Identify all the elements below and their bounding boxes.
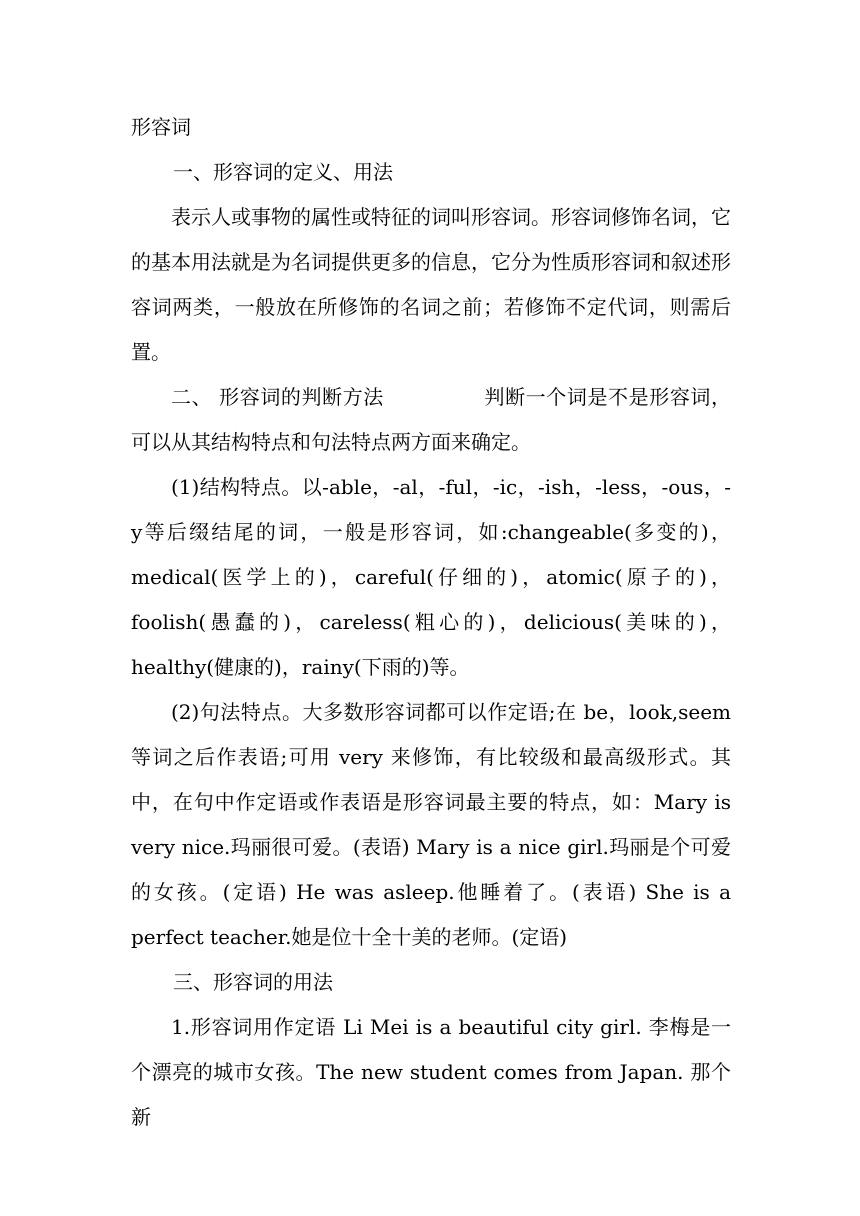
- section-heading-1: 一、形容词的定义、用法: [173, 160, 393, 184]
- paragraph-syntax: (2)句法特点。大多数形容词都可以作定语;在 be，look,seem等词之后作表语;可用 very 来修饰，有比较级和最高级形式。其中，在句中作定语或作表语是形容词最主要的特点，如：Mary is very nice.玛丽很可爱。(表语) Mary is a nice girl.玛丽是个可爱的女孩。(定语) He was asleep.他睡着了。(表语) She is a perfect teacher.她是位十全十美的老师。(定语): [131, 700, 731, 949]
- section-heading-2: 二、 形容词的判断方法: [171, 385, 384, 409]
- paragraph-judgement: [131, 375, 731, 465]
- document-title: 形容词: [131, 115, 191, 139]
- section-heading-3: 三、形容词的用法: [173, 970, 333, 994]
- judgement-intro: 判断一个词是不是形容词，可以从其结构特点和句法特点两方面来确定。: [131, 385, 732, 454]
- paragraph-definition: 表示人或事物的属性或特征的词叫形容词。形容词修饰名词，它的基本用法就是为名词提供更多的信息，它分为性质形容词和叙述形容词两类，一般放在所修饰的名词之前；若修饰不定代词，则需后置。: [131, 205, 731, 364]
- paragraph-structure: (1)结构特点。以-able，-al，-ful，-ic，-ish，-less，-ous，-y等后缀结尾的词，一般是形容词，如:changeable(多变的)，medical(医学上的)，careful(仔细的)，atomic(原子的)，foolish(愚蠢的)，careless(粗心的)，delicious(美味的)，healthy(健康的)，rainy(下雨的)等。: [131, 475, 731, 679]
- paragraph-attributive: 1.形容词用作定语 Li Mei is a beautiful city girl. 李梅是一个漂亮的城市女孩。The new student comes from Japan. 那个新: [131, 1015, 731, 1129]
- document-body: [131, 105, 731, 1140]
